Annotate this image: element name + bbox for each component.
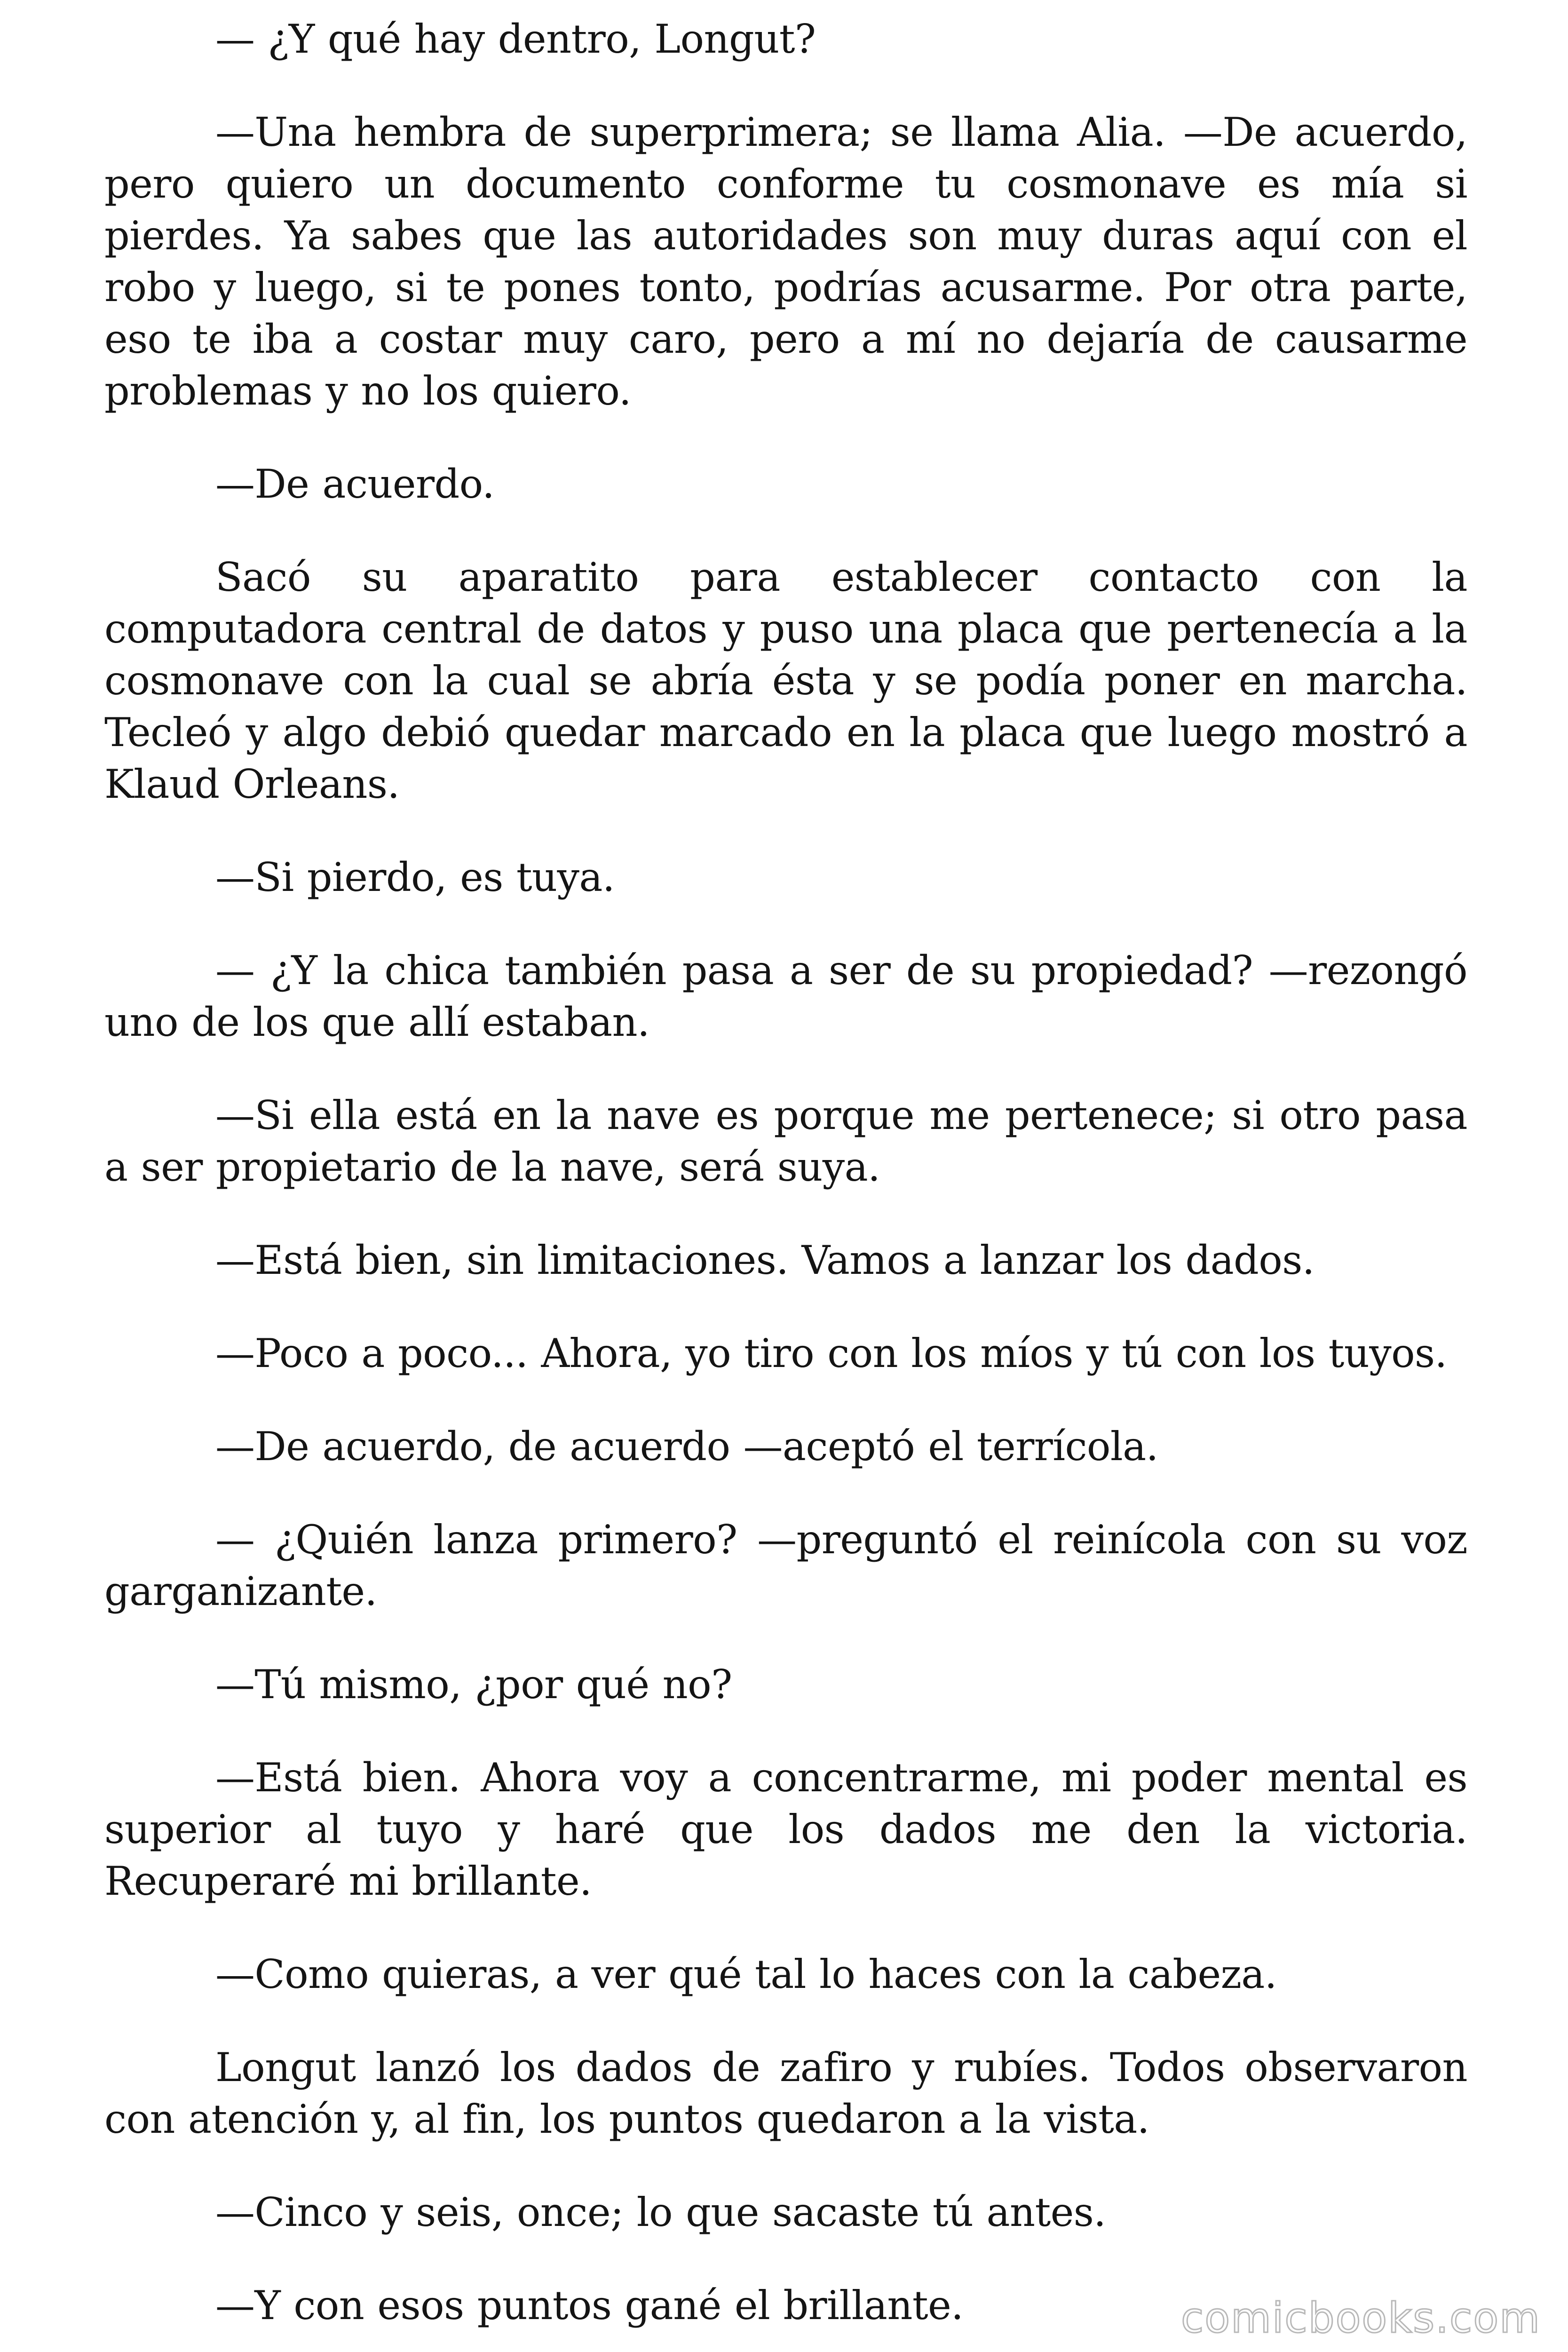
paragraph: — ¿Y qué hay dentro, Longut? — [215, 16, 816, 62]
paragraph: —Poco a poco... Ahora, yo tiro con los míos y tú con los tuyos. — [215, 1330, 1447, 1376]
paragraph: — ¿Quién lanza primero? —preguntó el reinícola con su voz garganizante. — [104, 1517, 1467, 1614]
paragraph: — ¿Y la chica también pasa a ser de su propiedad? —rezongó uno de los que allí estaban. — [104, 947, 1467, 1045]
watermark: comicbooks.com — [1180, 2294, 1541, 2342]
paragraph: —Está bien. Ahora voy a concentrarme, mi poder mental es superior al tuyo y haré que los dados me den la victoria. Recuperaré mi brillante. — [104, 1755, 1467, 1904]
paragraph: —De acuerdo, de acuerdo —aceptó el terrícola. — [215, 1423, 1158, 1470]
body-text — [104, 13, 1467, 2352]
paragraph: —Tú mismo, ¿por qué no? — [215, 1661, 732, 1708]
paragraph: —Una hembra de superprimera; se llama Alia. —De acuerdo, pero quiero un documento conforme tu cosmonave es mía si pierdes. Ya sabes que las autoridades son muy duras aquí con el robo y luego, si te pones tonto, podrías acusarme. Por otra parte, eso te iba a costar muy caro, pero a mí no dejaría de causarme problemas y no los quiero. — [104, 109, 1467, 414]
paragraph: —Cinco y seis, once; lo que sacaste tú antes. — [215, 2189, 1106, 2235]
paragraph: —De acuerdo. — [215, 461, 495, 507]
paragraph: —Está bien, sin limitaciones. Vamos a lanzar los dados. — [215, 1237, 1315, 1283]
paragraph: —Y con esos puntos gané el brillante. — [215, 2282, 964, 2328]
paragraph: Longut lanzó los dados de zafiro y rubíes. Todos observaron con atención y, al fin, los puntos quedaron a la vista. — [104, 2044, 1467, 2142]
paragraph: —Como quieras, a ver qué tal lo haces con la cabeza. — [215, 1951, 1277, 1997]
paragraph: —Si pierdo, es tuya. — [215, 854, 615, 900]
paragraph: —Si ella está en la nave es porque me pertenece; si otro pasa a ser propietario de la nave, será suya. — [104, 1092, 1467, 1190]
paragraph: Sacó su aparatito para establecer contacto con la computadora central de datos y puso una placa que pertenecía a la cosmonave con la cual se abría ésta y se podía poner en marcha. Tecleó y algo debió quedar marcado en la placa que luego mostró a Klaud Orleans. — [104, 554, 1467, 807]
